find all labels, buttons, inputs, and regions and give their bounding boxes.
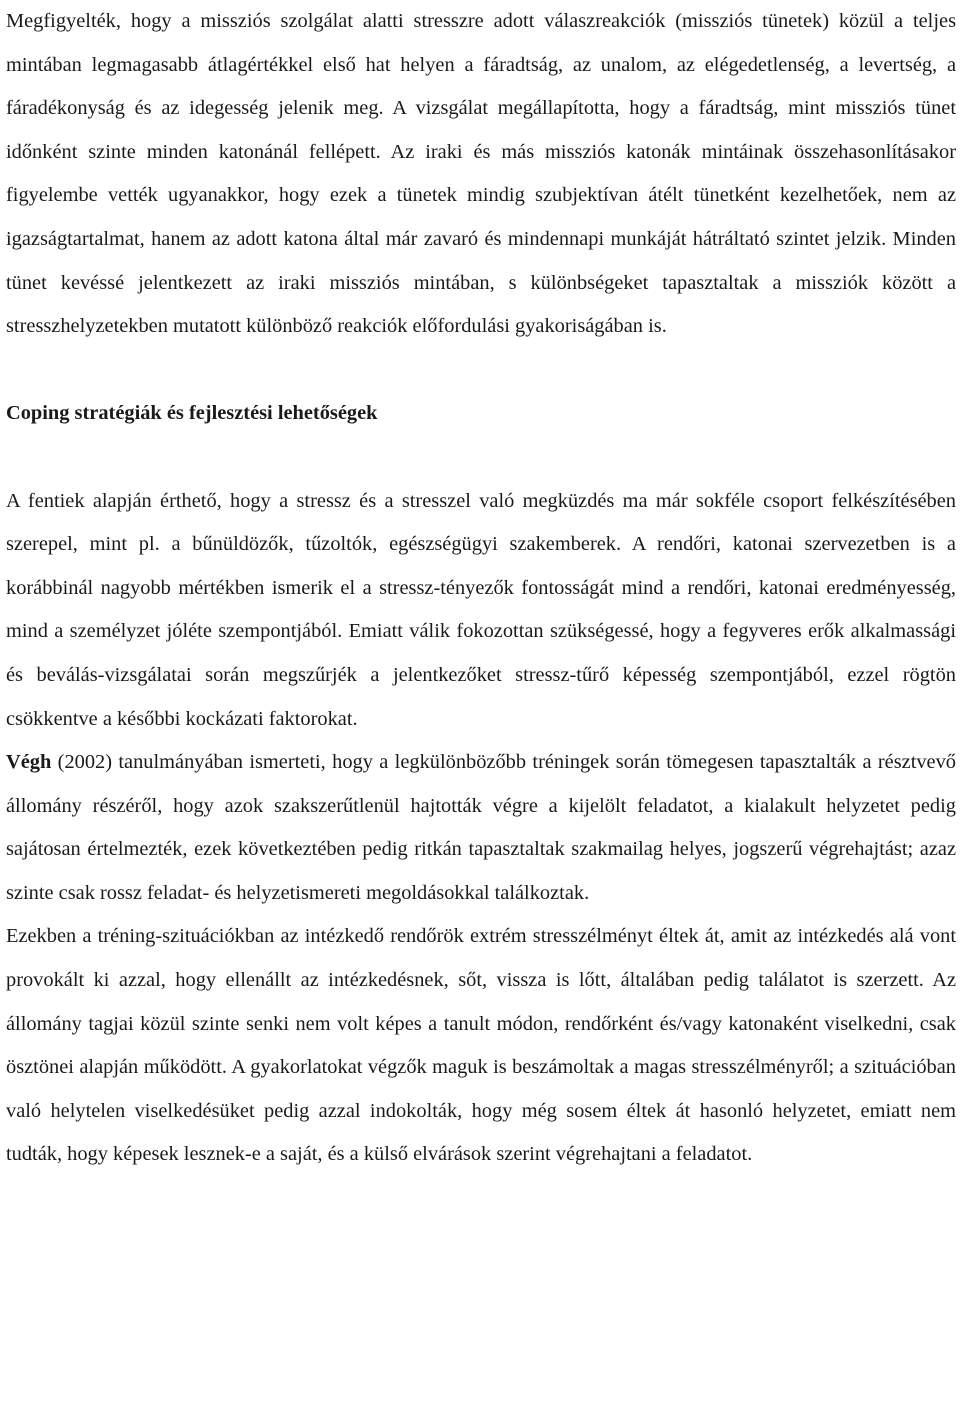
- author-name: Végh: [6, 751, 52, 774]
- paragraph-coping-intro: A fentiek alapján érthető, hogy a stressz és a stresszel való megküzdés ma már sokféle csoport felkészítésében szerepel, mint pl. a bűnüldözők, tűzoltók, egészségügyi szakemberek. A rendőri, katonai szervezetben is a korábbinál nagyobb mértékben ismerik el a stressz-tényezők fontosságát mind a rendőri, katonai eredményesség, mind a személyzet jóléte szempontjából. Emiatt válik fokozottan szükségessé, hogy a fegyveres erők alkalmassági és beválás-vizsgálatai során megszűrjék a jelentkezőket stressz-tűrő képesség szempontjából, ezzel rögtön csökkentve a későbbi kockázati faktorokat.: [6, 489, 956, 730]
- spacer: [6, 436, 956, 480]
- section-heading: Coping stratégiák és fejlesztési lehetőségek: [6, 402, 378, 425]
- document-page: [6, 0, 956, 1177]
- paragraph-vegh-text: (2002) tanulmányában ismerteti, hogy a legkülönbözőbb tréningek során tömegesen tapasztalták a résztvevő állomány részéről, hogy azok szakszerűtlenül hajtották végre a kijelölt feladatot, a kialakult helyzetet pedig sajátosan értelmezték, ezek következtében pedig ritkán tapasztaltak szakmailag helyes, jogszerű végrehajtást; azaz szinte csak rossz feladat- és helyzetismereti megoldásokkal találkoztak.: [6, 751, 956, 904]
- paragraph-mission-symptoms: Megfigyelték, hogy a missziós szolgálat alatti stresszre adott válaszreakciók (missziós tünetek) közül a teljes mintában legmagasabb átlagértékkel első hat helyen a fáradtság, az unalom, az elégedetlenség, a levertség, a fáradékonyság és az idegesség jelenik meg. A vizsgálat megállapította, hogy a fáradtság, mint missziós tünet időnként szinte minden katonánál fellépett. Az iraki és más missziós katonák mintáinak összehasonlításakor figyelembe vették ugyanakkor, hogy ezek a tünetek mindig szubjektívan átélt tünetként kezelhetőek, nem az igazságtartalmat, hanem az adott katona által már zavaró és mindennapi munkáját hátráltató szintet jelzik. Minden tünet kevéssé jelentkezett az iraki missziós mintában, s különbségeket tapasztaltak a missziók között a stresszhelyzetekben mutatott különböző reakciók előfordulási gyakoriságában is.: [6, 10, 956, 338]
- paragraph-vegh-study: [6, 741, 956, 915]
- paragraph-training-situations: Ezekben a tréning-szituációkban az intézkedő rendőrök extrém stresszélményt éltek át, amit az intézkedés alá vont provokált ki azzal, hogy ellenállt az intézkedésnek, sőt, vissza is lőtt, általában pedig találatot is szerzett. Az állomány tagjai közül szinte senki nem volt képes a tanult módon, rendőrként és/vagy katonaként viselkedni, csak ösztönei alapján működött. A gyakorlatokat végzők maguk is beszámoltak a magas stresszélményről; a szituációban való helytelen viselkedésüket pedig azzal indokolták, hogy még sosem éltek át hasonló helyzetet, emiatt nem tudták, hogy képesek lesznek-e a saját, és a külső elvárások szerint végrehajtani a feladatot.: [6, 925, 956, 1166]
- spacer: [6, 349, 956, 393]
